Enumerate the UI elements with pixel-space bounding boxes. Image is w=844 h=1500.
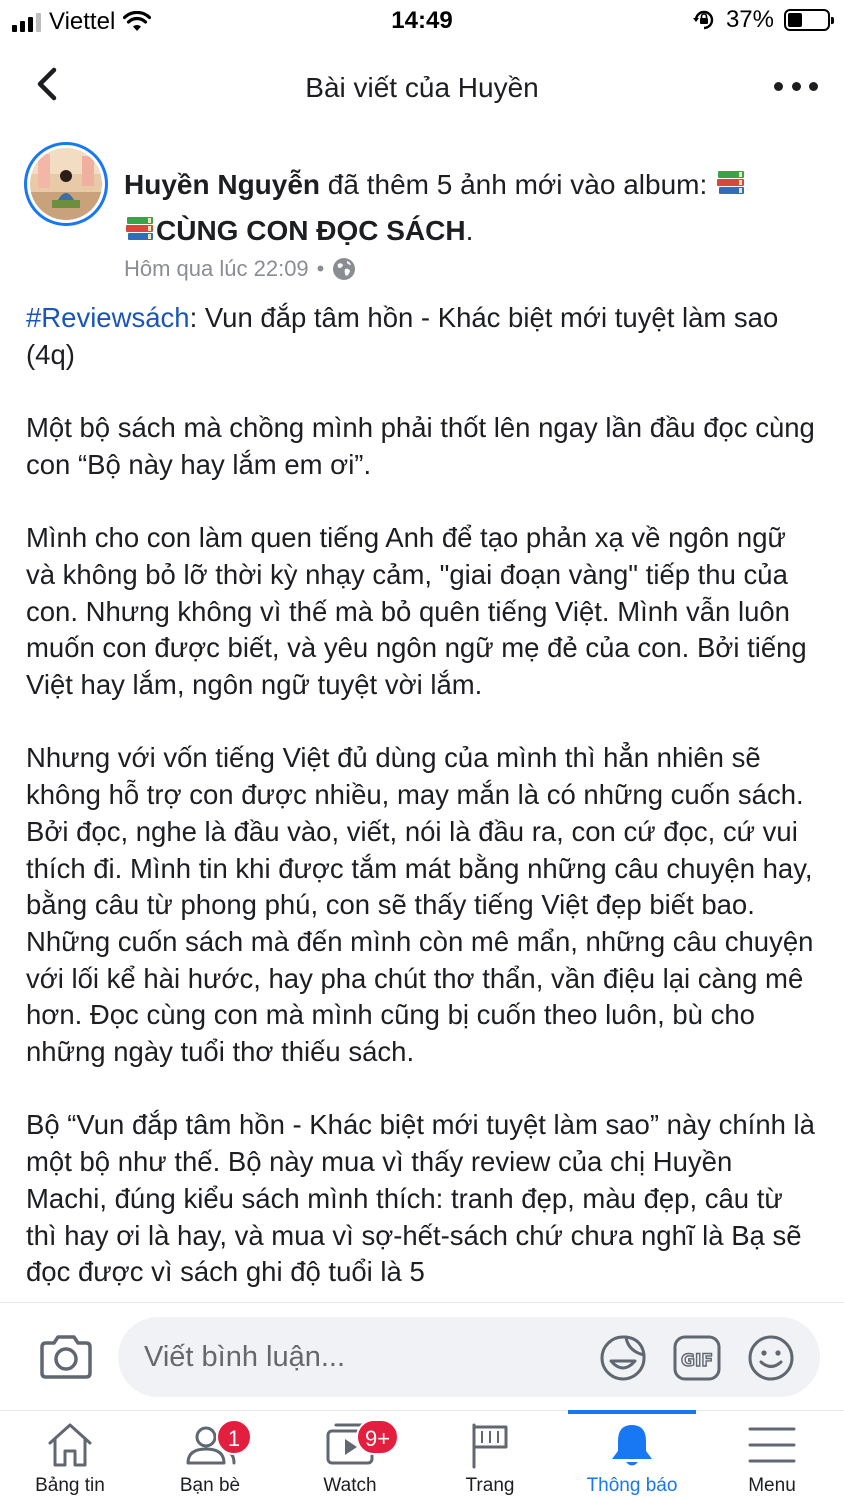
dot-icon — [774, 82, 783, 91]
post-title — [26, 300, 820, 373]
gif-icon[interactable] — [672, 1333, 722, 1383]
tab-pages[interactable] — [420, 1411, 560, 1500]
tab-label: Watch — [323, 1475, 377, 1496]
post-paragraph: Một bộ sách mà chồng mình phải thốt lên ngay lần đầu đọc cùng con “Bộ này hay lắm em ơi”. — [26, 412, 815, 480]
home-icon — [42, 1421, 98, 1469]
emoji-icon[interactable] — [746, 1333, 796, 1383]
avatar-photo — [30, 148, 102, 220]
post-action-text: đã thêm 5 ảnh mới vào album: — [320, 169, 716, 200]
dot-icon — [809, 82, 818, 91]
tab-label: Thông báo — [586, 1475, 678, 1496]
tab-label: Bảng tin — [35, 1475, 105, 1496]
tab-news-feed[interactable] — [0, 1411, 140, 1500]
album-suffix: . — [465, 215, 474, 246]
tab-menu[interactable] — [702, 1411, 842, 1500]
tab-label: Menu — [748, 1475, 796, 1496]
dot-icon — [792, 82, 801, 91]
battery-icon — [784, 9, 830, 31]
page-title: Bài viết của Huyền — [305, 72, 539, 103]
watch-badge: 9+ — [356, 1419, 399, 1455]
post-paragraph: Nhưng với vốn tiếng Việt đủ dùng của mình thì hẳn nhiên sẽ không hỗ trợ con được nhiều, may mắn là có những cuốn sách. Bởi đọc, nghe là đầu vào, viết, nói là đầu ra, con cứ đọc, cứ vui thích đi. Mình tin khi được tắm mát bằng những câu chuyện hay, bằng câu từ phong phú, con sẽ thấy tiếng Việt đẹp biết bao. Những cuốn sách mà đến mình còn mê mẩn, những câu chuyện với lối kể hài hước, hay pha chút thơ thẩn, vần điệu lại càng mê hơn. Đọc cùng con mà mình cũng bị cuốn theo luôn, bù cho những ngày tuổi thơ thiếu sách. — [26, 742, 814, 1068]
post-meta — [124, 256, 356, 282]
album-name-link[interactable]: CÙNG CON ĐỌC SÁCH — [156, 215, 466, 246]
comment-input-actions — [598, 1333, 796, 1383]
tab-watch[interactable] — [280, 1411, 420, 1500]
flag-icon — [462, 1421, 518, 1469]
nav-header — [0, 52, 844, 124]
post-title-text: : Vun đắp tâm hồn - Khác biệt mới tuyệt làm sao (4q) — [26, 302, 779, 370]
meta-separator: • — [316, 256, 325, 281]
comment-bar — [0, 1302, 844, 1410]
globe-icon — [332, 257, 356, 281]
more-options-button[interactable] — [774, 72, 818, 100]
post-paragraph: Bộ “Vun đắp tâm hồn - Khác biệt mới tuyệt làm sao” này chính là một bộ như thế. Bộ này mua vì thấy review của chị Huyền Machi, đúng kiểu sách mình thích: tranh đẹp, màu đẹp, câu từ thì hay ơi là hay, và mua vì sợ-hết-sách chứ chưa nghĩ là Bạ sẽ đọc được vì sách ghi độ tuổi là 5 — [26, 1109, 815, 1288]
hashtag-link[interactable]: #Reviewsách — [26, 302, 190, 333]
tab-label: Trang — [465, 1475, 515, 1496]
books-icon — [124, 214, 156, 244]
status-time: 14:49 — [391, 7, 453, 34]
status-bar — [0, 0, 844, 44]
battery-level — [788, 13, 802, 27]
tab-friends[interactable] — [140, 1411, 280, 1500]
camera-button[interactable] — [38, 1333, 94, 1381]
rotation-lock-icon — [692, 8, 716, 32]
author-avatar[interactable] — [24, 142, 108, 226]
gif-label: GIF — [681, 1351, 713, 1371]
menu-icon — [744, 1421, 800, 1469]
bell-icon — [604, 1421, 660, 1469]
sticker-icon[interactable] — [598, 1333, 648, 1383]
friends-badge: 1 — [216, 1419, 252, 1455]
post-author-line — [124, 162, 814, 254]
post-body — [26, 300, 820, 1302]
author-name-link[interactable]: Huyền Nguyễn — [124, 169, 321, 200]
bottom-tab-bar — [0, 1410, 844, 1500]
tab-label: Bạn bè — [179, 1475, 241, 1496]
status-right — [692, 6, 830, 34]
camera-icon — [38, 1333, 94, 1381]
battery-percent: 37% — [725, 6, 774, 33]
tab-notifications[interactable] — [562, 1411, 702, 1500]
post-timestamp[interactable]: Hôm qua lúc 22:09 — [124, 256, 309, 281]
carrier-name: Viettel — [49, 8, 116, 35]
books-icon — [715, 168, 747, 198]
post-paragraph: Mình cho con làm quen tiếng Anh để tạo phản xạ về ngôn ngữ và không bỏ lỡ thời kỳ nhạy cảm, "giai đoạn vàng" tiếp thu của con. Nhưng không vì thế mà bỏ quên tiếng Việt. Mình vẫn luôn muốn con được biết, và yêu ngôn ngữ mẹ đẻ của con. Bởi tiếng Việt hay lắm, ngôn ngữ tuyệt vời lắm. — [26, 522, 807, 700]
